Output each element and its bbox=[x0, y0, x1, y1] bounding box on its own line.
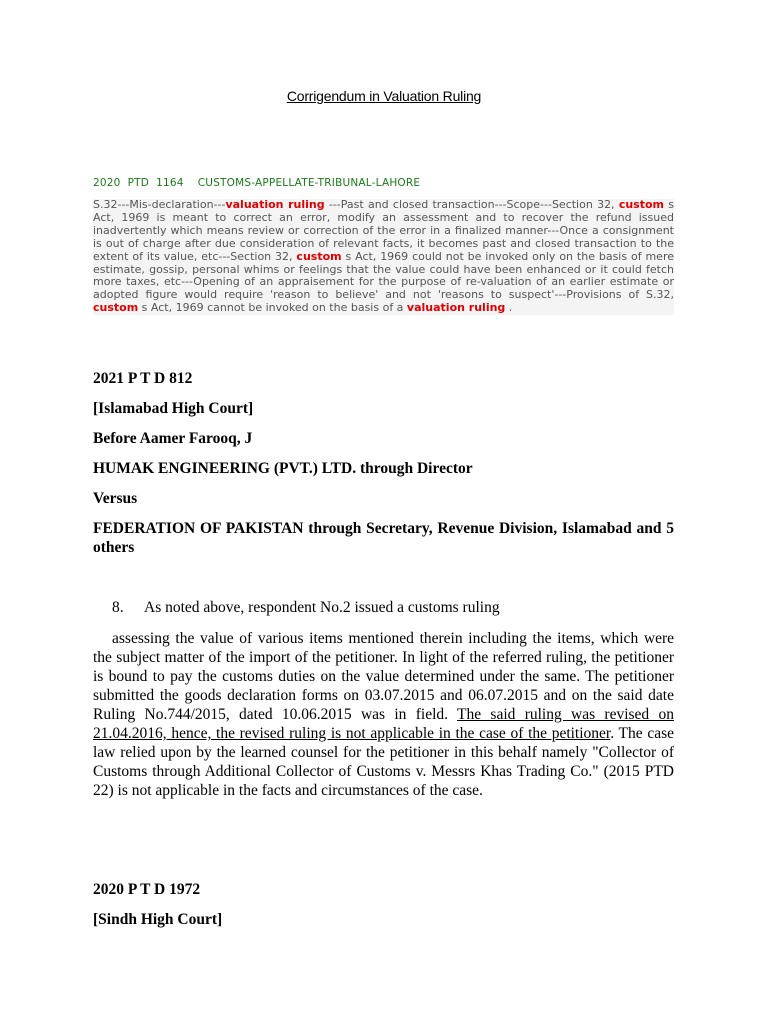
keyword-highlight: custom bbox=[296, 249, 342, 263]
keyword-highlight: custom bbox=[93, 301, 139, 315]
paragraph-heading bbox=[112, 599, 500, 617]
summary-text: s Act, 1969 is meant to correct an error, modify an assessment and to recover the refund issued inadvertently which means review or correction of the error in a finalized manner---Once a consignment is out of charge after due consideration of relevant facts, it becomes past and closed transaction to the extent of its value, etc---Section 32, bbox=[93, 198, 675, 263]
court-name: [Islamabad High Court] bbox=[93, 400, 254, 417]
summary-text: S.32---Mis-declaration--- bbox=[93, 198, 226, 211]
keyword-highlight: valuation ruling bbox=[225, 198, 325, 211]
respondent: FEDERATION OF PAKISTAN through Secretary, Revenue Division, Islamabad and 5 others bbox=[93, 520, 674, 556]
petitioner: HUMAK ENGINEERING (PVT.) LTD. through Director bbox=[93, 460, 473, 477]
paragraph-number: 8. bbox=[112, 599, 124, 616]
document-title: Corrigendum in Valuation Ruling bbox=[286, 88, 482, 104]
summary-text: s Act, 1969 could not be invoked only on the basis of mere estimate, gossip, personal whims or feelings that the value could have been enhanced or it could fetch more taxes, etc---Opening of an appraisement for the purpose of re-valuation of an earlier estimate or adopted figure would require 'reason to believe' and not 'reasons to suspect'---Provisions of S.32, bbox=[93, 249, 674, 302]
paragraph-body bbox=[93, 629, 674, 800]
paragraph-text: . The case law relied upon by the learned counsel for the petitioner in this behalf namely "Collector of Customs through Additional Collector of Customs v. Messrs Khas Trading Co." (2015 PTD 22) is not applicable in the facts and circumstances of the case. bbox=[93, 725, 674, 799]
paragraph-first-line: As noted above, respondent No.2 issued a customs ruling bbox=[144, 599, 500, 616]
versus: Versus bbox=[93, 490, 138, 507]
summary-text: . bbox=[505, 301, 513, 315]
summary-text: s Act, 1969 cannot be invoked on the basis of a bbox=[138, 301, 407, 315]
case-citation: 2020 P T D 1972 bbox=[93, 881, 201, 898]
case-citation: 2021 P T D 812 bbox=[93, 370, 193, 387]
keyword-highlight: custom bbox=[618, 198, 665, 211]
summary-text: ---Past and closed transaction---Scope---Section 32, bbox=[324, 198, 619, 211]
case-summary bbox=[93, 199, 674, 315]
citation-line: 2020 PTD 1164 CUSTOMS-APPELLATE-TRIBUNAL-LAHORE bbox=[93, 177, 421, 189]
keyword-highlight: valuation ruling bbox=[406, 301, 506, 315]
bench: Before Aamer Farooq, J bbox=[93, 430, 253, 447]
underlined-text: The said ruling was revised on 21.04.2016, hence, the revised ruling is not applicable in the case of the petitioner bbox=[93, 706, 674, 742]
paragraph-text: assessing the value of various items mentioned therein including the items, which were the subject matter of the import of the petitioner. In light of the referred ruling, the petitioner is bound to pay the customs duties on the value determined under the same. The petitioner submitted the goods declaration forms on 03.07.2015 and 06.07.2015 and on the said date Ruling No.744/2015, dated 10.06.2015 was in field. bbox=[93, 630, 674, 723]
court-name: [Sindh High Court] bbox=[93, 911, 223, 928]
